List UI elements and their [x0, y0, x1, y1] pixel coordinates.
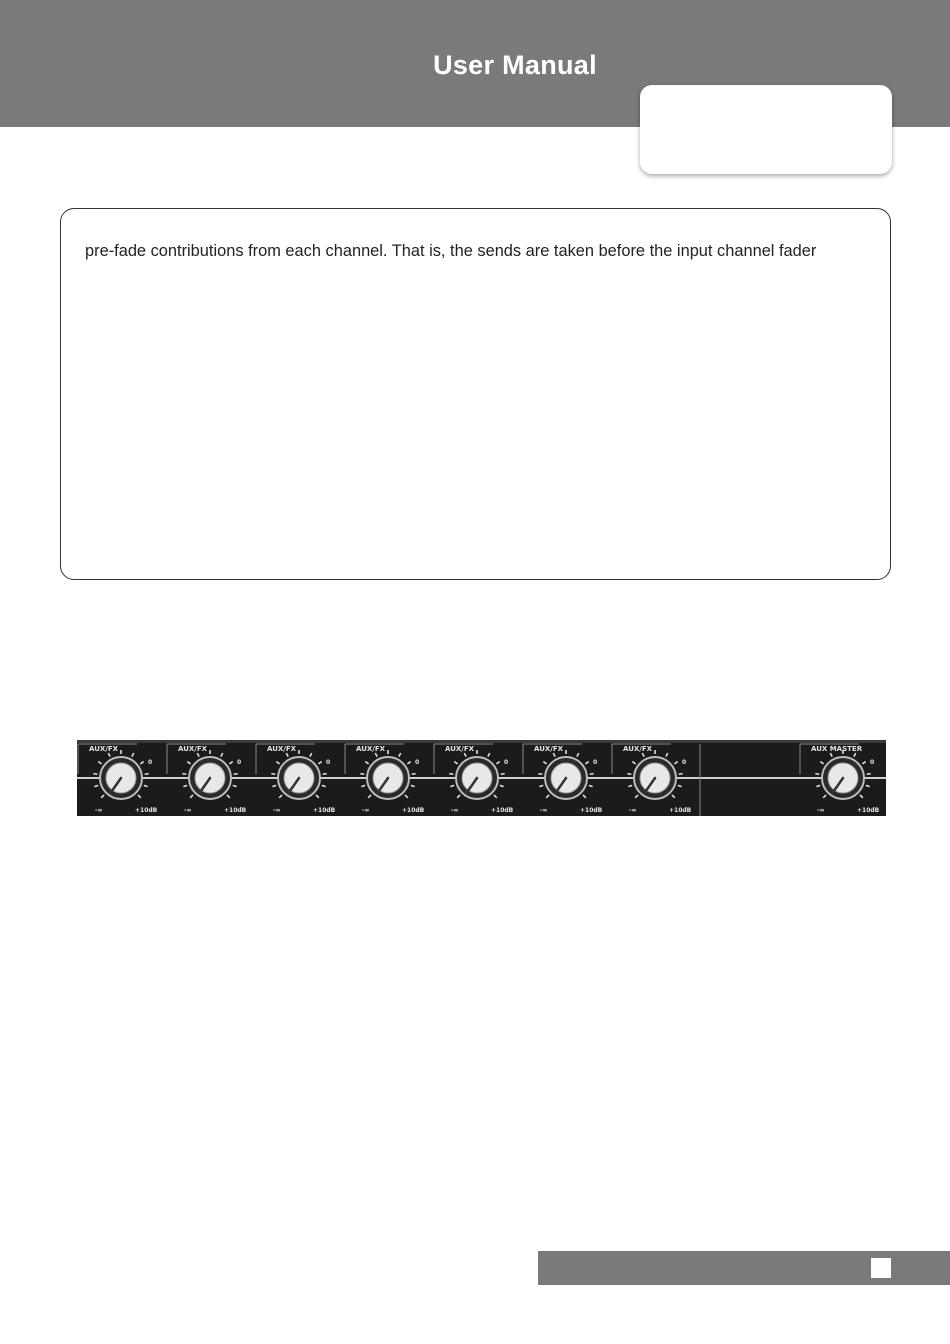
zero-label: 0	[504, 759, 509, 766]
max-label: +10dB	[491, 807, 514, 814]
min-label: -∞	[95, 807, 103, 814]
scale-tick	[93, 774, 97, 775]
scale-tick	[816, 785, 820, 786]
scale-tick	[361, 785, 365, 786]
scale-tick	[310, 753, 312, 757]
scale-tick	[94, 785, 98, 786]
max-label: +10dB	[135, 807, 158, 814]
scale-tick	[585, 762, 588, 764]
scale-tick	[279, 795, 282, 798]
scale-tick	[632, 762, 635, 764]
scale-tick	[823, 795, 826, 798]
scale-tick	[286, 753, 288, 757]
zero-label: 0	[148, 759, 153, 766]
scale-tick	[454, 762, 457, 764]
min-label: -∞	[451, 807, 459, 814]
scale-tick	[577, 753, 579, 757]
scale-tick	[500, 785, 504, 786]
scale-tick	[496, 762, 499, 764]
aux-fx-label: AUX/FX	[445, 745, 475, 753]
aux-fx-label: AUX/FX	[356, 745, 386, 753]
panel-top-edge	[77, 740, 886, 743]
scale-tick	[323, 774, 327, 775]
scale-tick	[589, 785, 593, 786]
scale-tick	[405, 795, 408, 798]
scale-tick	[464, 753, 466, 757]
max-label: +10dB	[313, 807, 336, 814]
scale-tick	[501, 774, 505, 775]
scale-tick	[457, 795, 460, 798]
aux-send-panel-image	[77, 740, 886, 816]
scale-tick	[190, 795, 193, 798]
scale-tick	[197, 753, 199, 757]
scale-tick	[233, 785, 237, 786]
scale-tick	[862, 762, 865, 764]
scale-tick	[642, 753, 644, 757]
scale-tick	[221, 753, 223, 757]
scale-tick	[98, 762, 101, 764]
scale-tick	[322, 785, 326, 786]
scale-tick	[860, 795, 863, 798]
scale-tick	[830, 753, 832, 757]
scale-tick	[635, 795, 638, 798]
scale-tick	[227, 795, 230, 798]
scale-tick	[271, 774, 275, 775]
scale-tick	[678, 785, 682, 786]
aux-master-label: AUX MASTER	[811, 745, 863, 753]
scale-tick	[449, 774, 453, 775]
aux-fx-label: AUX/FX	[178, 745, 208, 753]
scale-tick	[666, 753, 668, 757]
scale-tick	[108, 753, 110, 757]
scale-tick	[867, 774, 871, 775]
scale-tick	[679, 774, 683, 775]
scale-tick	[627, 774, 631, 775]
scale-tick	[187, 762, 190, 764]
scale-tick	[854, 753, 856, 757]
scale-tick	[543, 762, 546, 764]
scale-tick	[538, 774, 542, 775]
scale-tick	[316, 795, 319, 798]
max-label: +10dB	[580, 807, 603, 814]
scale-tick	[590, 774, 594, 775]
scale-tick	[276, 762, 279, 764]
max-label: +10dB	[224, 807, 247, 814]
scale-tick	[494, 795, 497, 798]
min-label: -∞	[273, 807, 281, 814]
scale-tick	[628, 785, 632, 786]
scale-tick	[145, 774, 149, 775]
min-label: -∞	[817, 807, 825, 814]
scale-tick	[140, 762, 143, 764]
scale-tick	[101, 795, 104, 798]
scale-tick	[488, 753, 490, 757]
zero-label: 0	[593, 759, 598, 766]
scale-tick	[132, 753, 134, 757]
scale-tick	[138, 795, 141, 798]
scale-tick	[553, 753, 555, 757]
panel-body-text: pre-fade contributions from each channel. That is, the sends are taken before the input channel fader	[85, 242, 817, 260]
scale-tick	[234, 774, 238, 775]
scale-tick	[539, 785, 543, 786]
min-label: -∞	[629, 807, 637, 814]
scale-tick	[360, 774, 364, 775]
min-label: -∞	[540, 807, 548, 814]
scale-tick	[399, 753, 401, 757]
aux-fx-label: AUX/FX	[534, 745, 564, 753]
scale-tick	[375, 753, 377, 757]
scale-tick	[412, 774, 416, 775]
scale-tick	[583, 795, 586, 798]
scale-tick	[272, 785, 276, 786]
max-label: +10dB	[402, 807, 425, 814]
min-label: -∞	[362, 807, 370, 814]
scale-tick	[318, 762, 321, 764]
aux-fx-label: AUX/FX	[267, 745, 297, 753]
max-label: +10dB	[669, 807, 692, 814]
scale-tick	[411, 785, 415, 786]
scale-tick	[815, 774, 819, 775]
aux-fx-label: AUX/FX	[623, 745, 653, 753]
aux-fx-label: AUX/FX	[89, 745, 119, 753]
zero-label: 0	[326, 759, 331, 766]
page-number-box	[871, 1258, 891, 1278]
scale-tick	[183, 785, 187, 786]
zero-label: 0	[870, 759, 875, 766]
scale-tick	[672, 795, 675, 798]
scale-tick	[182, 774, 186, 775]
scale-tick	[450, 785, 454, 786]
scale-tick	[674, 762, 677, 764]
min-label: -∞	[184, 807, 192, 814]
text-panel	[60, 208, 891, 580]
max-label: +10dB	[857, 807, 880, 814]
aux-panel-graphic	[77, 740, 886, 816]
header-tab-box	[640, 85, 892, 174]
scale-tick	[820, 762, 823, 764]
page-title: User Manual	[433, 50, 597, 80]
scale-tick	[866, 785, 870, 786]
zero-label: 0	[237, 759, 242, 766]
scale-tick	[229, 762, 232, 764]
scale-tick	[368, 795, 371, 798]
zero-label: 0	[415, 759, 420, 766]
scale-tick	[407, 762, 410, 764]
scale-tick	[546, 795, 549, 798]
scale-tick	[144, 785, 148, 786]
zero-label: 0	[682, 759, 687, 766]
scale-tick	[365, 762, 368, 764]
